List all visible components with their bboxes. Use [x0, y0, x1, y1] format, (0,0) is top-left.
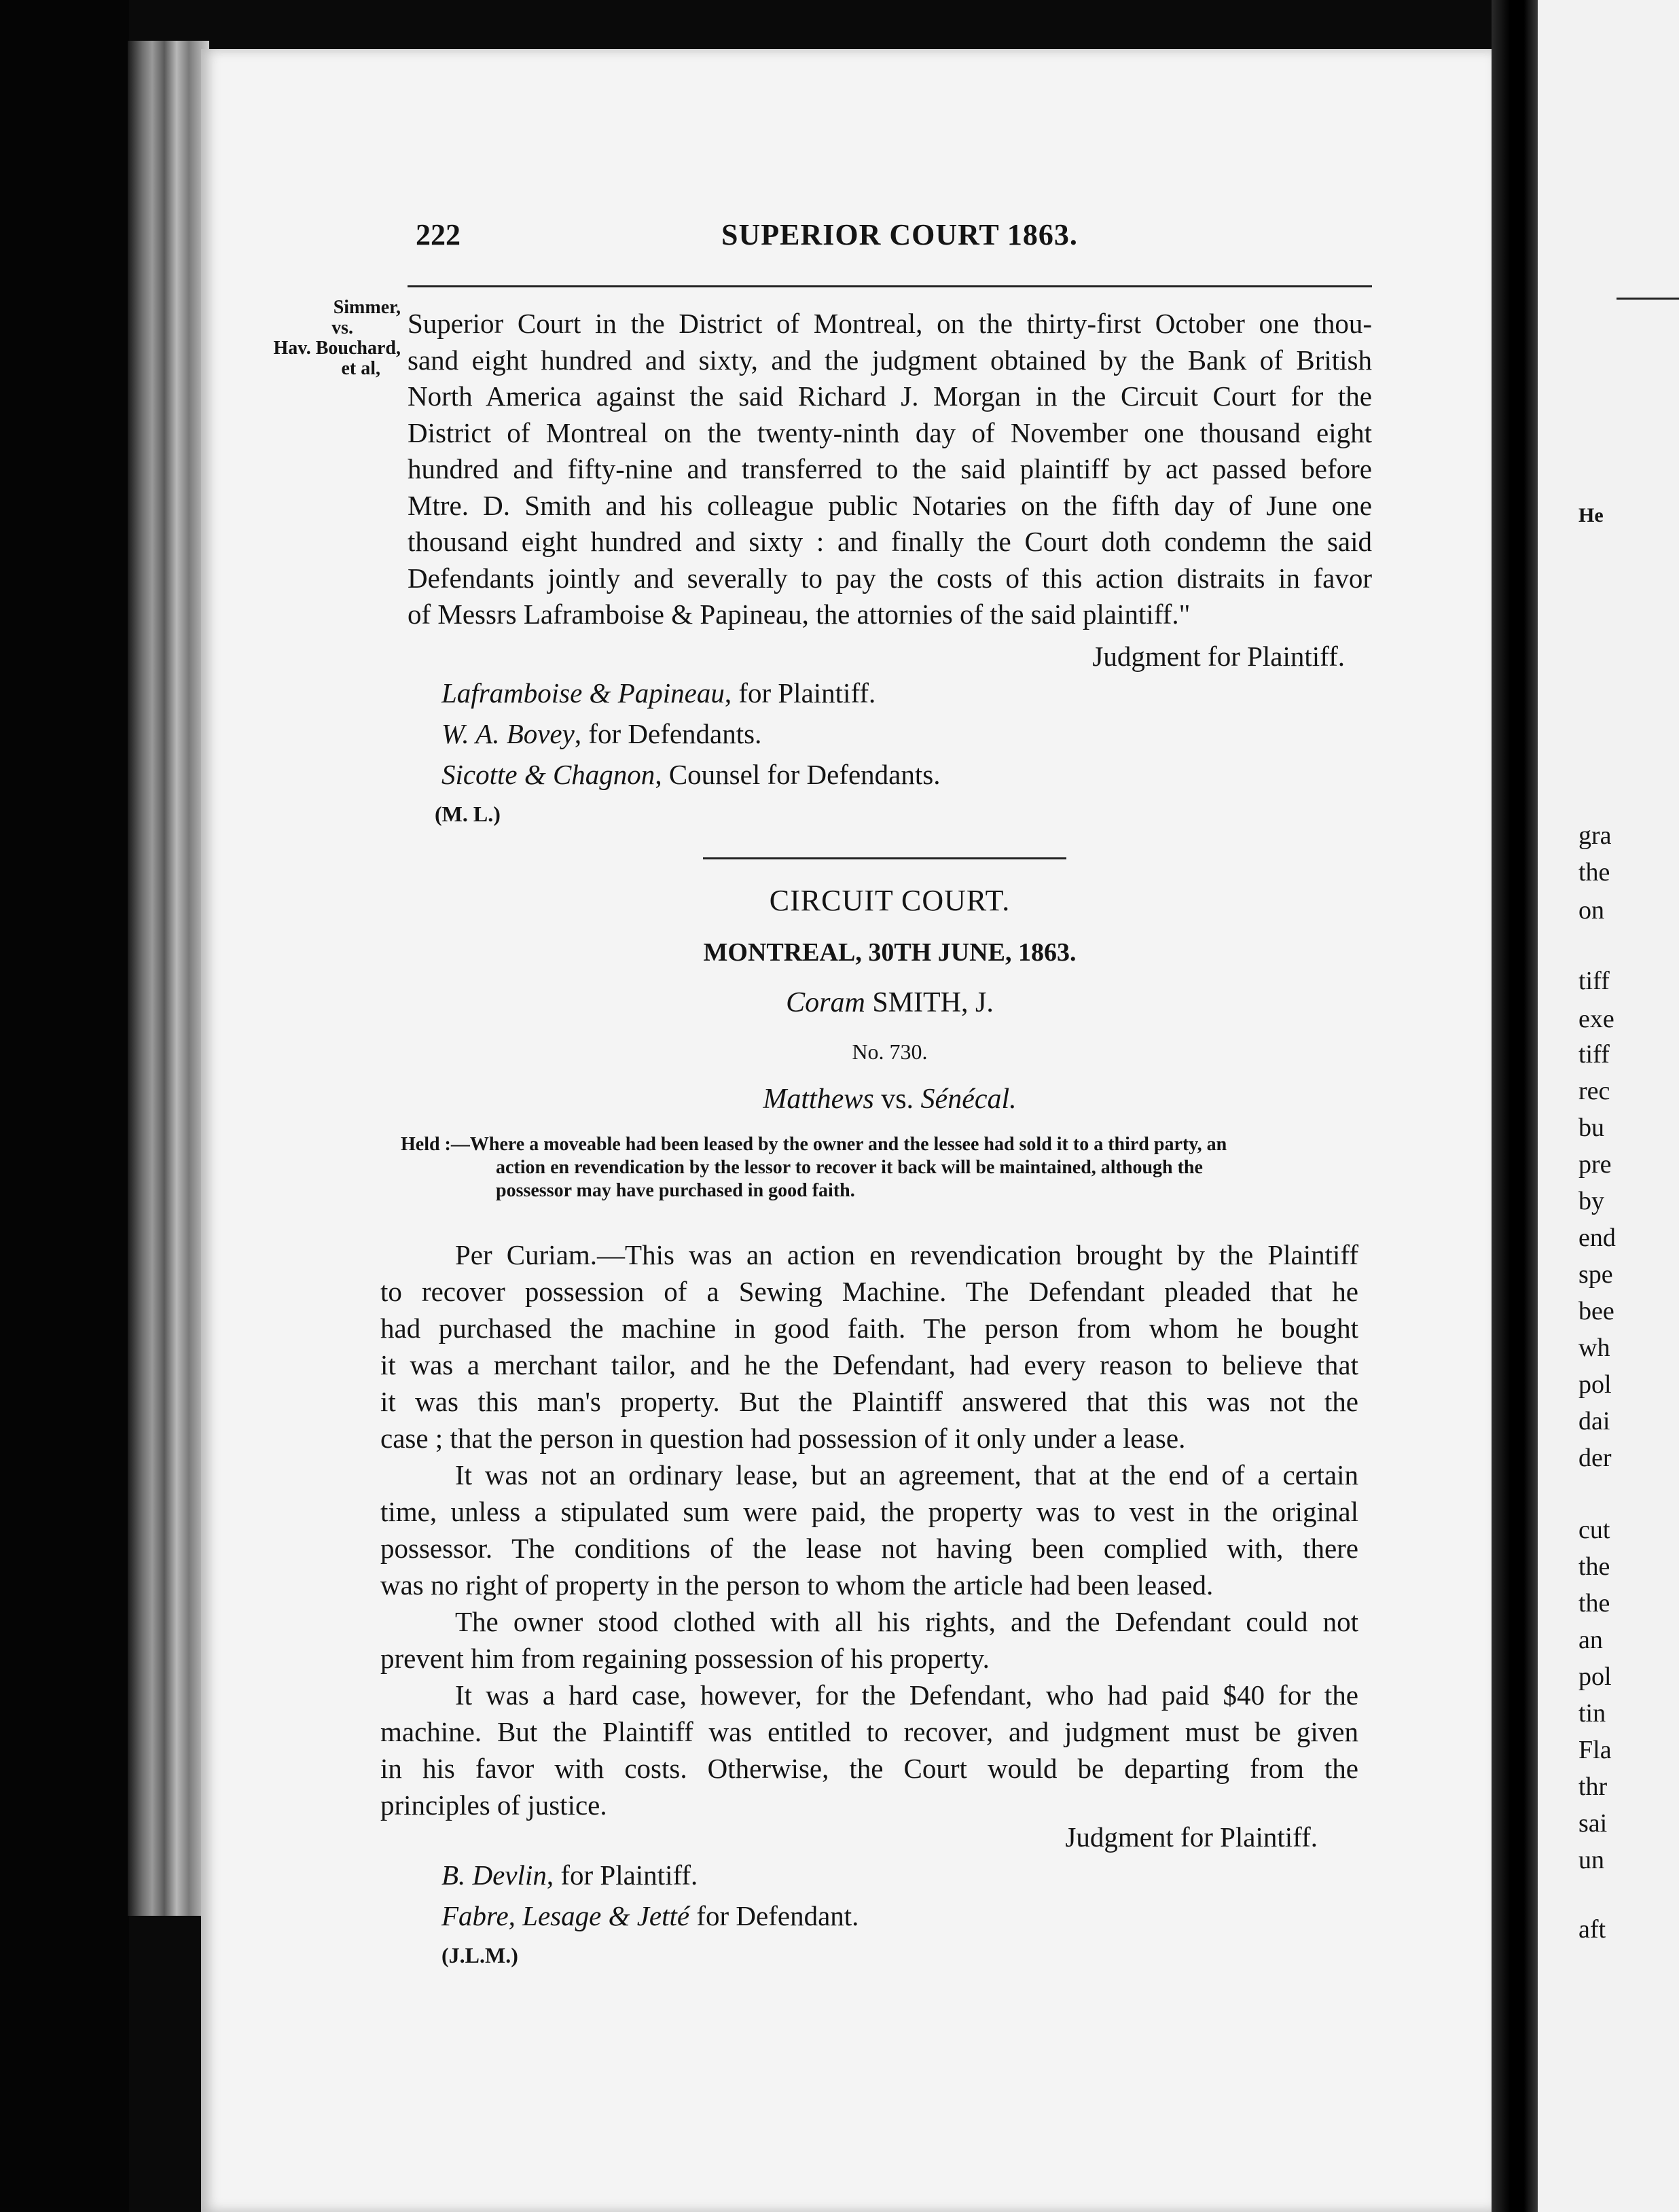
coram-line	[408, 986, 1372, 1019]
next-page-fragment: end	[1578, 1224, 1616, 1252]
text-line: North America against the said Richard J. Morgan in the Circuit Court for the	[408, 380, 1372, 412]
counsel-name: B. Devlin	[441, 1859, 547, 1891]
next-page-fragment: cut	[1578, 1516, 1610, 1544]
counsel-role: , for Plaintiff.	[724, 677, 876, 709]
next-page-fragment: bee	[1578, 1297, 1614, 1325]
next-page-fragment: the	[1578, 858, 1610, 887]
case-parties	[408, 1083, 1372, 1116]
margin-note-line: et al,	[341, 358, 380, 379]
counsel-list-second	[441, 1855, 859, 1936]
next-page-fragment: the	[1578, 1552, 1610, 1581]
header-rule	[408, 285, 1372, 287]
text-line: thousand eight hundred and sixty : and finally the Court doth condemn the said	[408, 526, 1372, 557]
running-head: SUPERIOR COURT 1863.	[721, 218, 1078, 251]
text-line: principles of justice.	[380, 1789, 607, 1821]
counsel-role: , Counsel for Defendants.	[655, 759, 941, 790]
text-line: Mtre. D. Smith and his colleague public Notaries on the fifth day of June one	[408, 489, 1372, 521]
defendant-name: Sénécal.	[920, 1084, 1017, 1115]
next-page-rule	[1617, 298, 1679, 300]
second-judgment-result: Judgment for Plaintiff.	[1065, 1821, 1318, 1853]
margin-note	[224, 298, 401, 379]
counsel-entry	[441, 713, 940, 754]
margin-note-line: Hav. Bouchard,	[273, 338, 401, 359]
text-line: time, unless a stipulated sum were paid, the property was to vest in the original	[380, 1496, 1358, 1527]
headnote-line: Held :—Where a moveable had been leased by the owner and the lessee had sold it to a third party, an	[401, 1134, 1227, 1155]
page-gutter	[1492, 0, 1538, 2212]
text-line: machine. But the Plaintiff was entitled to recover, and judgment must be given	[380, 1716, 1358, 1747]
text-line: in his favor with costs. Otherwise, the Court would be departing from the	[380, 1753, 1358, 1784]
court-title: CIRCUIT COURT.	[769, 884, 1011, 917]
next-page-fragment: thr	[1578, 1772, 1608, 1801]
text-line: was no right of property in the person to whom the article had been leased.	[380, 1569, 1214, 1601]
next-page-fragment: un	[1578, 1846, 1604, 1874]
next-page-fragment: gra	[1578, 821, 1612, 850]
text-line: It was a hard case, however, for the Defendant, who had paid $40 for the	[455, 1679, 1358, 1711]
counsel-entry	[441, 1855, 859, 1895]
text-line: It was not an ordinary lease, but an agreement, that at the end of a certain	[455, 1459, 1358, 1491]
next-page-fragment: spe	[1578, 1260, 1613, 1289]
text-line: of Messrs Laframboise & Papineau, the attornies of the said plaintiff."	[408, 599, 1191, 630]
next-page-edge	[1538, 0, 1679, 2212]
next-page-fragment: an	[1578, 1626, 1603, 1654]
reporter-initials: (M. L.)	[435, 802, 501, 826]
next-page-fragment: Fla	[1578, 1736, 1612, 1764]
text-line: hundred and fifty-nine and transferred to the said plaintiff by act passed before	[408, 453, 1372, 484]
counsel-role: for Defendant.	[689, 1900, 859, 1931]
next-page-fragment: He	[1578, 504, 1604, 527]
opinion-text	[380, 1236, 1358, 1823]
counsel-name: Fabre, Lesage & Jetté	[441, 1900, 690, 1931]
next-page-fragment: exe	[1578, 1005, 1614, 1033]
text-line: The owner stood clothed with all his rights, and the Defendant could not	[455, 1606, 1358, 1637]
next-page-fragment: rec	[1578, 1077, 1610, 1105]
counsel-list-first	[441, 673, 940, 795]
text-line: possessor. The conditions of the lease not having been complied with, there	[380, 1533, 1358, 1564]
text-line: to recover possession of a Sewing Machine. The Defendant pleaded that he	[380, 1276, 1358, 1307]
counsel-name: Sicotte & Chagnon	[441, 759, 655, 790]
text-line: case ; that the person in question had possession of it only under a lease.	[380, 1423, 1186, 1454]
next-page-fragment: dai	[1578, 1407, 1610, 1435]
text-line: prevent him from regaining possession of his property.	[380, 1643, 990, 1674]
counsel-role: , for Plaintiff.	[546, 1859, 698, 1891]
judgment-paragraph	[408, 306, 1372, 633]
text-line: had purchased the machine in good faith. The person from whom he bought	[380, 1313, 1358, 1344]
headnote-line: action en revendication by the lessor to recover it back will be maintained, although the	[496, 1157, 1203, 1178]
headnote	[401, 1133, 1372, 1202]
headnote-line: possessor may have purchased in good faith.	[496, 1180, 855, 1201]
counsel-name: Laframboise & Papineau	[441, 677, 725, 709]
case-date: MONTREAL, 30TH JUNE, 1863.	[703, 938, 1077, 967]
next-page-fragment: wh	[1578, 1334, 1610, 1362]
section-divider	[703, 857, 1066, 859]
page-number: 222	[416, 218, 461, 251]
next-page-fragment: sai	[1578, 1809, 1608, 1838]
counsel-entry	[441, 1895, 859, 1936]
margin-note-line: Simmer,	[333, 297, 401, 318]
next-page-fragment: pre	[1578, 1150, 1612, 1179]
next-page-fragment: tiff	[1578, 967, 1610, 995]
coram-label: Coram	[786, 987, 865, 1018]
next-page-fragment: tiff	[1578, 1040, 1610, 1069]
text-line: Superior Court in the District of Montreal, on the thirty-first October one thou-	[408, 308, 1372, 339]
versus: vs.	[873, 1084, 921, 1115]
next-page-fragment: on	[1578, 896, 1604, 925]
next-page-fragment: by	[1578, 1187, 1604, 1215]
counsel-role: , for Defendants.	[574, 718, 762, 749]
case-number: No. 730.	[852, 1039, 928, 1064]
first-judgment-result: Judgment for Plaintiff.	[1092, 641, 1345, 672]
book-spine	[128, 41, 209, 1916]
judge-name: SMITH, J.	[865, 987, 994, 1018]
next-page-fragment: tin	[1578, 1699, 1606, 1728]
page-header	[416, 217, 1367, 272]
next-page-fragment: pol	[1578, 1370, 1612, 1399]
next-page-fragment: der	[1578, 1444, 1612, 1472]
counsel-entry	[441, 673, 940, 713]
text-line: it was this man's property. But the Plaintiff answered that this was not the	[380, 1386, 1358, 1417]
text-line: Defendants jointly and severally to pay the costs of this action distraits in favor	[408, 562, 1372, 594]
text-line: it was a merchant tailor, and he the Defendant, had every reason to believe that	[380, 1349, 1358, 1380]
counsel-name: W. A. Bovey	[441, 718, 575, 749]
text-line: District of Montreal on the twenty-ninth day of November one thousand eight	[408, 416, 1372, 448]
next-page-fragment: the	[1578, 1589, 1610, 1618]
next-page-fragment: aft	[1578, 1915, 1606, 1944]
scan-left-edge	[0, 0, 129, 2212]
plaintiff-name: Matthews	[763, 1084, 874, 1115]
next-page-fragment: bu	[1578, 1113, 1604, 1142]
text-line: Per Curiam.—This was an action en revendication brought by the Plaintiff	[455, 1239, 1358, 1270]
reporter-initials: (J.L.M.)	[441, 1943, 518, 1967]
counsel-entry	[441, 754, 940, 795]
text-line: sand eight hundred and sixty, and the judgment obtained by the Bank of British	[408, 344, 1372, 376]
next-page-fragment: pol	[1578, 1662, 1612, 1691]
margin-note-line: vs.	[331, 317, 353, 338]
